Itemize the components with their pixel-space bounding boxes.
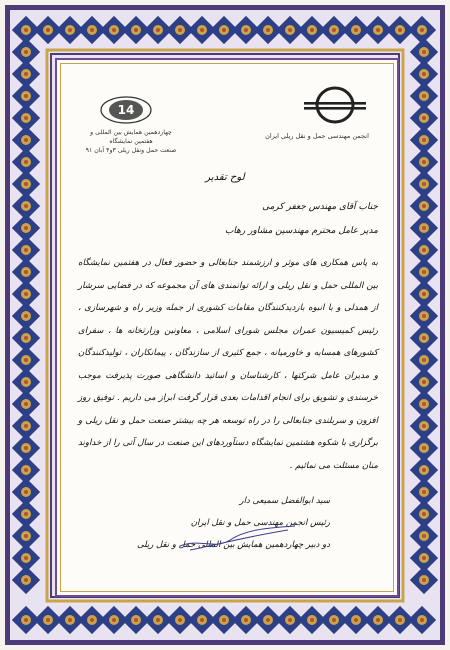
border-rosette-center bbox=[24, 248, 28, 252]
border-rosette-center bbox=[332, 618, 336, 622]
border-rosette-center bbox=[376, 618, 380, 622]
logo-rail-top bbox=[304, 102, 366, 105]
border-rosette-center bbox=[422, 534, 426, 538]
border-rosette-center bbox=[422, 72, 426, 76]
signature-stroke bbox=[180, 526, 295, 550]
border-rosette-center bbox=[422, 446, 426, 450]
border-rosette-center bbox=[222, 28, 226, 32]
border-rosette-center bbox=[422, 424, 426, 428]
border-rosette-center bbox=[422, 402, 426, 406]
border-rosette-center bbox=[420, 28, 424, 32]
border-rosette-center bbox=[354, 28, 358, 32]
border-rosette-center bbox=[422, 468, 426, 472]
border-rosette-center bbox=[24, 380, 28, 384]
border-rosette-center bbox=[46, 618, 50, 622]
border-rosette-center bbox=[200, 618, 204, 622]
conference-name-line1: چهاردهمین همایش بین المللی و هفتمین نمایشگاه bbox=[90, 129, 172, 145]
border-rosette-center bbox=[24, 72, 28, 76]
border-rosette-center bbox=[24, 50, 28, 54]
border-rosette-center bbox=[24, 618, 28, 622]
logo-number: 14 bbox=[117, 103, 135, 117]
border-rosette-center bbox=[376, 28, 380, 32]
border-rosette-center bbox=[24, 358, 28, 362]
border-rosette-center bbox=[422, 556, 426, 560]
border-rosette-center bbox=[244, 618, 248, 622]
border-rosette-center bbox=[422, 358, 426, 362]
border-rosette-center bbox=[422, 160, 426, 164]
border-rosette-center bbox=[24, 138, 28, 142]
border-rosette-center bbox=[24, 336, 28, 340]
signatory-name: سید ابوالفضل سمیعی دار bbox=[239, 496, 330, 506]
conference-name-line2: صنعت حمل ونقل ریلی ۳و۴ آبان ۹۱ bbox=[85, 147, 177, 154]
border-rosette-center bbox=[68, 28, 72, 32]
signatory-role-1: رئیس انجمن مهندسی حمل و نقل ایران bbox=[190, 518, 330, 528]
conference-14-logo bbox=[100, 95, 152, 125]
border-rosette-center bbox=[24, 270, 28, 274]
border-rosette-center bbox=[90, 618, 94, 622]
border-rosette-center bbox=[24, 468, 28, 472]
logo-circle bbox=[317, 88, 353, 122]
border-rosette-center bbox=[422, 512, 426, 516]
border-rosette-center bbox=[24, 512, 28, 516]
border-rosette-center bbox=[24, 446, 28, 450]
border-rosette-center bbox=[178, 28, 182, 32]
addressee-name: جناب آقای مهندس جعفر کرمی bbox=[262, 202, 378, 212]
border-rosette-center bbox=[422, 248, 426, 252]
border-rosette-center bbox=[24, 226, 28, 230]
border-rosette-center bbox=[222, 618, 226, 622]
border-rosette-center bbox=[310, 618, 314, 622]
border-rosette-center bbox=[112, 618, 116, 622]
association-name: انجمن مهندسی حمل و نقل ریلی ایران bbox=[265, 132, 369, 140]
handwritten-signature bbox=[170, 518, 300, 558]
border-rosette-center bbox=[24, 314, 28, 318]
border-rosette-center bbox=[24, 204, 28, 208]
border-rosette-center bbox=[422, 490, 426, 494]
border-rosette-center bbox=[422, 314, 426, 318]
addressee-title: مدیر عامل محترم مهندسین مشاور رهاب bbox=[224, 226, 378, 236]
border-rosette-center bbox=[24, 490, 28, 494]
conference-name bbox=[82, 128, 180, 155]
border-rosette-center bbox=[398, 28, 402, 32]
border-rosette-center bbox=[354, 618, 358, 622]
border-rosette-center bbox=[46, 28, 50, 32]
border-rosette-center bbox=[134, 28, 138, 32]
border-rosette-center bbox=[134, 618, 138, 622]
border-rosette-center bbox=[310, 28, 314, 32]
border-rosette-center bbox=[68, 618, 72, 622]
border-rosette-center bbox=[24, 94, 28, 98]
certificate-title: لوح تقدیر bbox=[205, 172, 245, 183]
border-rosette-center bbox=[24, 534, 28, 538]
border-rosette-center bbox=[422, 336, 426, 340]
border-rosette-center bbox=[178, 618, 182, 622]
border-rosette-center bbox=[90, 28, 94, 32]
border-rosette-center bbox=[422, 204, 426, 208]
border-rosette-center bbox=[112, 28, 116, 32]
border-rosette-center bbox=[422, 226, 426, 230]
border-rosette-center bbox=[156, 618, 160, 622]
border-rosette-center bbox=[266, 28, 270, 32]
border-rosette-center bbox=[422, 182, 426, 186]
border-rosette-center bbox=[24, 116, 28, 120]
border-rosette-center bbox=[24, 182, 28, 186]
border-rosette-center bbox=[422, 138, 426, 142]
certificate-body bbox=[78, 200, 378, 477]
railway-association-logo bbox=[302, 85, 368, 125]
border-rosette-center bbox=[24, 578, 28, 582]
border-rosette-center bbox=[244, 28, 248, 32]
border-rosette-center bbox=[24, 28, 28, 32]
signatory-role-2: دو دبیر چهاردهمین همایش بین المللی حمل و نقل ریلی bbox=[136, 540, 330, 550]
border-rosette-center bbox=[422, 380, 426, 384]
border-rosette-center bbox=[332, 28, 336, 32]
border-rosette-center bbox=[266, 618, 270, 622]
logo-rail-bottom bbox=[304, 107, 366, 110]
border-rosette-center bbox=[288, 28, 292, 32]
border-rosette-center bbox=[422, 50, 426, 54]
border-rosette-center bbox=[288, 618, 292, 622]
border-rosette-center bbox=[156, 28, 160, 32]
border-rosette-center bbox=[24, 424, 28, 428]
appreciation-text: به پاس همکاری های موثر و ارزشمند جنابعالی و حضور فعال در هفتمین نمایشگاه بین المللی حمل و نقل ریلی و ارائه توانمندی های آن مجموعه که در فضایی سرشار از همدلی و با انبوه بازدیدکنندگان مقامات کشوری از جمله وزیر راه و شهرسازی ، رئیس کمیسیون عمران مجلس شورای اسلامی ، معاونین وزارتخانه ها ، سفرای کشورهای همسایه و خاورمیانه ، جمع کثیری از سازندگان ، پیمانکاران ، تولیدکنندگان و مدیران عامل شرکتها ، کارشناسان و اساتید دانشگاهی صورت پذیرفت موجب خرسندی و تشویق برای انجام اقدامات بعدی قرار گرفت ابراز می داریم . توفیق روز افزون و سربلندی جنابعالی را در راه توسعه هر چه بیشتر صنعت حمل و نقل ریلی و برگزاری با شکوه هشتمین نمایشگاه دستآوردهای این صنعت در سال آتی را از خداوند منان مسئلت می نمائیم . bbox=[78, 258, 378, 471]
border-rosette-center bbox=[422, 292, 426, 296]
border-rosette-center bbox=[422, 116, 426, 120]
border-rosette-center bbox=[422, 94, 426, 98]
border-rosette-center bbox=[24, 292, 28, 296]
border-rosette-center bbox=[24, 402, 28, 406]
border-rosette-center bbox=[422, 578, 426, 582]
border-rosette-center bbox=[398, 618, 402, 622]
border-rosette-center bbox=[200, 28, 204, 32]
border-rosette-center bbox=[24, 556, 28, 560]
border-rosette-center bbox=[420, 618, 424, 622]
border-rosette-center bbox=[422, 270, 426, 274]
border-rosette-center bbox=[24, 160, 28, 164]
